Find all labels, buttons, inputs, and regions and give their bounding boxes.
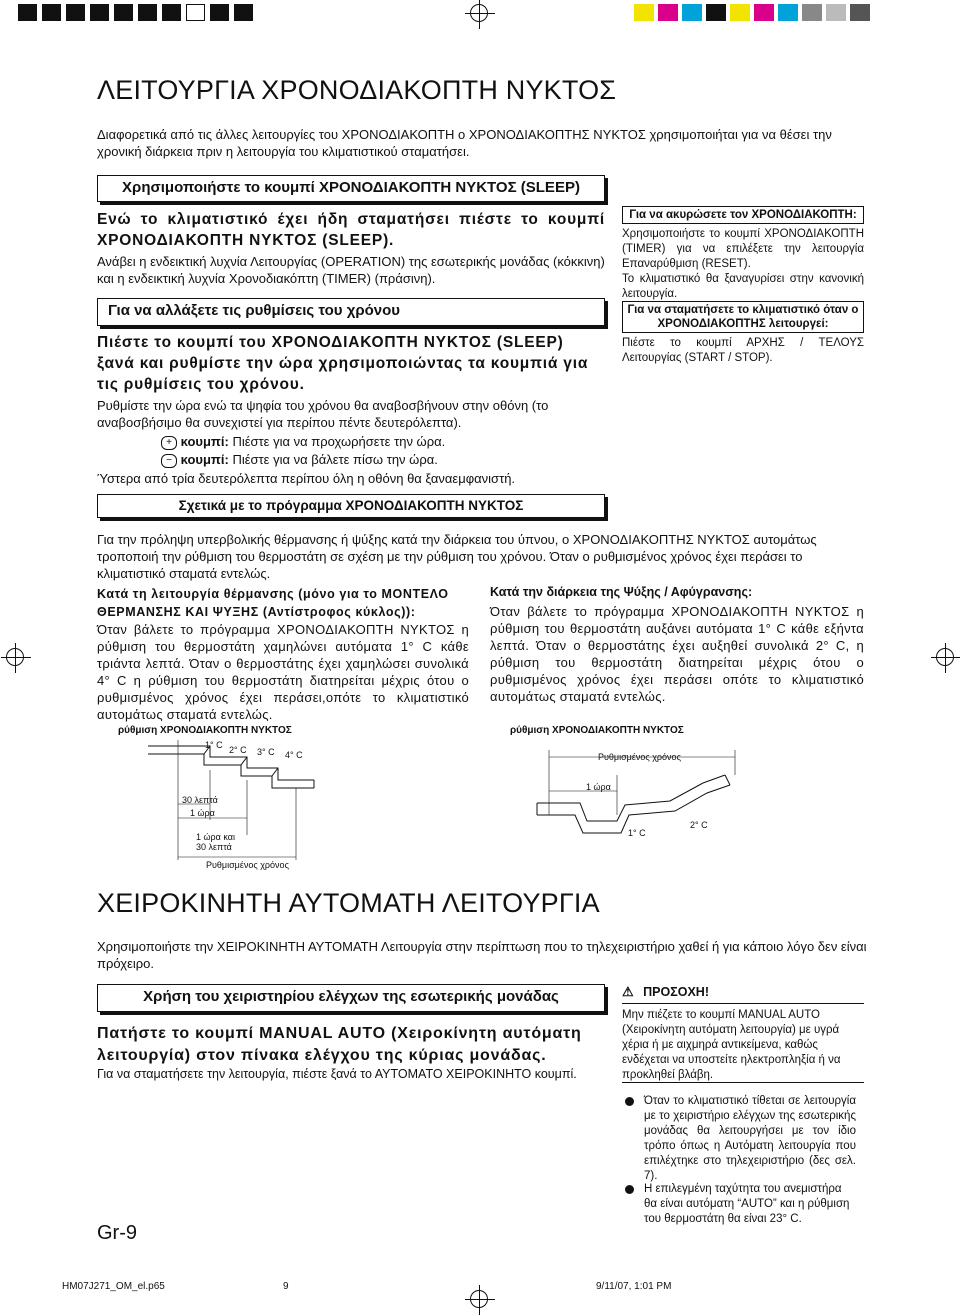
cancel-timer-text2: Το κλιματιστικό θα ξαναγυρίσει στην κανονική λειτουργία. bbox=[622, 273, 864, 300]
caution-text: Μην πιέζετε το κουμπί MANUAL AUTO (Χειροκίνητη αυτόματη λειτουργία) με υγρά χέρια ή με αιχμηρά αντικείμενα, καθώς ενδέχεται να υποστείτε ηλεκτροπληξία ή να προκληθεί βλάβη. bbox=[622, 1009, 841, 1081]
change-settings-sub: Ρυθμίστε την ώρα ενώ τα ψηφία του χρόνου θα αναβοσβήνουν στην οθόνη (το αναβοσβήσιμο θα συνεχιστεί για περίπου πέντε δευτερόλεπτα). bbox=[97, 398, 549, 430]
use-sleep-main: Ενώ το κλιματιστικό έχει ήδη σταματήσει πιέστε το κουμπί ΧΡΟΝΟΔΙΑΚΟΠΤΗ ΝΥΚΤΟΣ (SLEEP). bbox=[97, 211, 605, 249]
cool-diagram-title: ρύθμιση ΧΡΟΝΟΔΙΑΚΟΠΤΗ ΝΥΚΤΟΣ bbox=[510, 725, 684, 736]
sleep-intro: Διαφορετικά από τις άλλες λειτουργίες του ΧΡΟΝΟΔΙΑΚΟΠΤΗ ο ΧΡΟΝΟΔΙΑΚΟΠΤΗΣ ΝΥΚΤΟΣ χρησιμοποιήται για να θέσει την χρονική διάρκεια πριν η λειτουργία του κλιματιστικού σταματήσει. bbox=[97, 127, 832, 159]
manual-controls-box-title: Χρήση του χειριστηρίου ελέγχων της εσωτερικής μονάδας bbox=[97, 984, 605, 1012]
plus-button-row bbox=[161, 433, 601, 450]
manual-auto-intro: Χρησιμοποιήστε την ΧΕΙΡΟΚΙΝΗΤΗ ΑΥΤΟΜΑΤΗ Λειτουργία στην περίπτωση που το τηλεχειριστήριο χαθεί ή για κάποιο λόγο δεν είναι πρόχειρο. bbox=[97, 939, 867, 971]
minus-button-row bbox=[161, 451, 601, 468]
cool-settime-label: Ρυθμισμένος χρόνος bbox=[598, 752, 681, 762]
heat-1hour-label: 1 ώρα bbox=[190, 808, 215, 818]
note2-item bbox=[630, 1182, 856, 1227]
heat-1h30-label-a: 1 ώρα και bbox=[196, 832, 235, 842]
manual-auto-sub: Για να σταματήσετε την λειτουργία, πιέστε ξανά το ΑΥΤΟΜΑΤΟ ΧΕΙΡΟΚΙΝΗΤΟ κουμπί. bbox=[97, 1067, 577, 1081]
minus-text: Πιέστε για να βάλετε πίσω την ώρα. bbox=[232, 452, 438, 467]
bullet-icon bbox=[625, 1097, 634, 1106]
cooling-head: Κατά την διάρκεια της Ψύξης / Αφύγρανσης: bbox=[490, 585, 753, 599]
heat-settime-label: Ρυθμισμένος χρόνος bbox=[206, 860, 289, 870]
change-settings-box-title: Για να αλλάξετε τις ρυθμίσεις του χρόνου bbox=[97, 298, 605, 326]
heat-step2-label: 2° C bbox=[229, 745, 247, 755]
heating-text: Όταν βάλετε το πρόγραμμα ΧΡΟΝΟΔΙΑΚΟΠΤΗ ΝΥΚΤΟΣ η ρύθμιση του θερμοστάτη χαμηλώνει αυτόματα 1° C κάθε τριάντα λεπτά. Όταν ο θερμοστάτης έχει χαμηλώσει συνολικά 4° C η ρύθμιση του θερμοστάτη διατηρείται μέχρις ότου ο ρυθμισμένος χρόνος έχει περάσει,οπότε το κλιματιστικό αυτομάτως σταματά εντελώς. bbox=[97, 622, 469, 722]
cancel-timer-head: Για να ακυρώσετε τον ΧΡΟΝΟΔΙΑΚΟΠΤΗ: bbox=[622, 206, 864, 224]
cool-step1-label: 1° C bbox=[628, 828, 646, 838]
use-sleep-sub: Ανάβει η ενδεικτική λυχνία Λειτουργίας (OPERATION) της εσωτερικής μονάδας (κόκκινη) και η ενδεικτική λυχνία Χρονοδιακόπτη (TIMER) (πράσινη). bbox=[97, 254, 605, 286]
heat-diagram-title: ρύθμιση ΧΡΟΝΟΔΙΑΚΟΠΤΗ ΝΥΚΤΟΣ bbox=[118, 725, 292, 736]
heat-step3-label: 3° C bbox=[257, 747, 275, 757]
about-program-box-title: Σχετικά με το πρόγραμμα ΧΡΟΝΟΔΙΑΚΟΠΤΗ ΝΥΚΤΟΣ bbox=[97, 494, 605, 518]
manual-auto-main: Πατήστε το κουμπί MANUAL AUTO (Χειροκίνητη αυτόματη λειτουργία) στον πίνακα ελέγχου της κύριας μονάδας. bbox=[97, 1025, 582, 1064]
cancel-timer-text1: Χρησιμοποιήστε το κουμπί ΧΡΟΝΟΔΙΑΚΟΠΤΗ (TIMER) για να επιλέξετε την λειτουργία Επαναρύθμιση (RESET). bbox=[622, 228, 864, 270]
cancel-timer-section bbox=[622, 206, 864, 302]
footer-filename: HM07J271_OM_el.p65 bbox=[62, 1281, 165, 1292]
note1-text: Όταν το κλιματιστικό τίθεται σε λειτουργία με το χειριστήριο ελέγχων της εσωτερικής μονάδας θα λειτουργήσει με τον ίδιο τρόπο όπως η Αυτόματη λειτουργία που επιλέχτηκε στο τηλεχειριστήριο (δες σελ. 7). bbox=[644, 1095, 856, 1182]
registration-mark-left bbox=[6, 648, 24, 666]
minus-icon: − bbox=[161, 454, 177, 468]
heat-30min-label: 30 λεπτά bbox=[182, 795, 218, 805]
stop-timer-section bbox=[622, 301, 864, 366]
change-settings-main: Πιέστε το κουμπί του ΧΡΟΝΟΔΙΑΚΟΠΤΗ ΝΥΚΤΟΣ (SLEEP) ξανά και ρυθμίστε την ώρα χρησιμοποιώντας τα κουμπιά για τις ρυθμίσεις του χρόνου. bbox=[97, 334, 589, 393]
stop-timer-head: Για να σταματήσετε το κλιματιστικό όταν ο ΧΡΟΝΟΔΙΑΚΟΠΤΗΣ λειτουργεί: bbox=[622, 301, 864, 333]
heating-head: Κατά τη λειτουργία θέρμανσης (μόνο για το ΜΟΝΤΕΛΟ ΘΕΡΜΑΝΣΗΣ ΚΑΙ ΨΥΞΗΣ (Αντίστροφος κύκλος)): bbox=[97, 587, 449, 619]
heat-1h30-label-b: 30 λεπτά bbox=[196, 842, 232, 852]
page-number: Gr-9 bbox=[97, 1222, 137, 1244]
note2-text: Η επιλεγμένη ταχύτητα του ανεμιστήρα θα είναι αυτόματη “AUTO” και η ρύθμιση του θερμοστάτη θα είναι 23° C. bbox=[644, 1183, 850, 1225]
plus-label: κουμπί: bbox=[180, 434, 229, 449]
after-three-seconds: Ύστερα από τρία δευτερόλεπτα περίπου όλη η οθόνη θα ξαναεμφανιστή. bbox=[97, 471, 516, 486]
registration-mark-bottom bbox=[470, 1290, 488, 1308]
cool-step2-label: 2° C bbox=[690, 820, 708, 830]
caution-section bbox=[622, 984, 864, 1083]
cool-1hour-label: 1 ώρα bbox=[586, 782, 611, 792]
use-sleep-box-title: Χρησιμοποιήστε το κουμπί ΧΡΟΝΟΔΙΑΚΟΠΤΗ ΝΥΚΤΟΣ (SLEEP) bbox=[97, 175, 605, 202]
about-program-text: Για την πρόληψη υπερβολικής θέρμανσης ή ψύξης κατά την διάρκεια του ύπνου, ο ΧΡΟΝΟΔΙΑΚΟΠΤΗΣ ΝΥΚΤΟΣ αυτομάτως τροποποιή την ρύθμιση του θερμοστάτη σε σχέση με την ρύθμιση του χρόνου. Όταν ο ρυθμισμένος χρόνος έχει περάσει το κλιματιστικό σταματά εντελώς. bbox=[97, 532, 817, 581]
bullet-icon bbox=[625, 1185, 634, 1194]
note1-item bbox=[630, 1094, 856, 1184]
registration-mark-right bbox=[936, 648, 954, 666]
warning-icon: ⚠ bbox=[622, 984, 634, 999]
heat-step4-label: 4° C bbox=[285, 750, 303, 760]
caution-head: ΠΡΟΣΟΧΗ! bbox=[643, 985, 709, 999]
plus-icon: + bbox=[161, 436, 177, 450]
footer-page: 9 bbox=[283, 1281, 289, 1292]
caution-divider bbox=[622, 1082, 864, 1083]
manual-auto-title: ΧΕΙΡΟΚΙΝΗΤΗ ΑΥΤΟΜΑΤΗ ΛΕΙΤΟΥΡΓΙΑ bbox=[97, 888, 600, 918]
cooling-text: Όταν βάλετε το πρόγραμμα ΧΡΟΝΟΔΙΑΚΟΠΤΗ ΝΥΚΤΟΣ η ρύθμιση του θερμοστάτη αυξάνει αυτόματα 1° C κάθε εξήντα λεπτά. Όταν ο θερμοστάτης έχει αυξηθεί συνολικά 2° C, η ρύθμιση του θερμοστάτη διατηρείται μέχρις ότου ο ρυθμισμένος χρόνος έχει περάσει οπότε το κλιματιστικό αυτομάτως σταματά εντελώς. bbox=[490, 604, 864, 704]
plus-text: Πιέστε για να προχωρήσετε την ώρα. bbox=[232, 434, 446, 449]
footer-date: 9/11/07, 1:01 PM bbox=[596, 1281, 672, 1292]
stop-timer-text: Πιέστε το κουμπί ΑΡΧΗΣ / ΤΕΛΟΥΣ Λειτουργίας (START / STOP). bbox=[622, 337, 864, 364]
sleep-timer-title: ΛΕΙΤΟΥΡΓΙΑ ΧΡΟΝΟΔΙΑΚΟΠΤΗ ΝΥΚΤΟΣ bbox=[97, 75, 617, 105]
registration-mark-top bbox=[470, 4, 488, 22]
heat-step1-label: 1° C bbox=[205, 740, 223, 750]
minus-label: κουμπί: bbox=[180, 452, 229, 467]
